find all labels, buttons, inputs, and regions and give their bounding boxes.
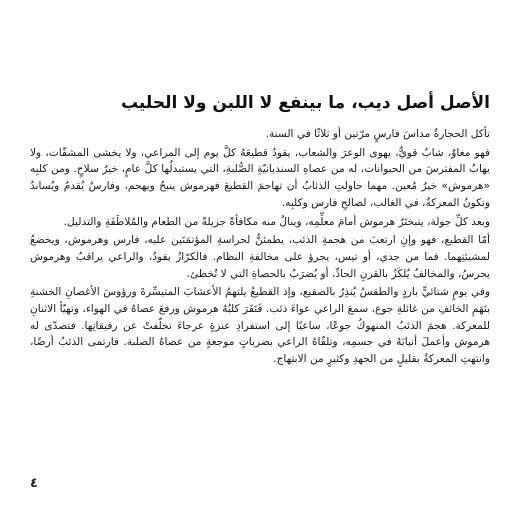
body-text: [30, 126, 490, 370]
paragraph: وبعد كلِّ جولة، يتبختَرُ هرموش أمامَ معلِّمِه، وينالُ منه مكافأةً جزيلةً من الطعام والمُلاطَفَةِ والتدليل.: [63, 215, 490, 228]
paragraph: فهو مغاوٌ، شابٌ قويٌّ، يهوى الوعرَ والشعاب، يقودُ قطيعَهُ كلَّ يوم إلى المراعي، ولا يخشى المشقّات، ولا يهابُ المفترسَ من الحيوانات، له من عصاهِ السنديانيّةِ الصُّلبةِ، التي يستبدلُها كلَّ عامٍ، خيرُ سلاحٍ. ومن كلبِه «هرموش» خيرُ مُعين. مهما حاولتِ الذئابُ أن تهاجمَ القطيعَ فهرموش ينبحُ ويهجم، وفارسٌ يُقدمُ ويُساندُ وتكونُ المعركةُ، في الغالب، لصالحِ فارس وكلبِه.: [30, 146, 490, 209]
page-title: الأصل أصل ديب، ما بينفع لا اللبن ولا الحليب: [120, 93, 490, 113]
paragraph: تأكل الحجارةُ مداسَ فارسٍ مرّتين أو ثلاثًا في السنة.: [265, 128, 490, 140]
paragraph: وفي يومٍ شتائيٍّ باردٍ والطقسُ يُنذِرُ بالصقيع، وإذ القطيعُ يلتهمُ الأعشابَ المتيسِّرةَ ورؤوسَ الأغصانِ الخشنةِ بنَهَمِ الخائفِ من غائلةِ جوع، سمعَ الراعي عواءَ ذئب. فَنَفَرَ كلبُهُ هرموش ورفعَ عصاهُ في الهواء، وتهيّأ الاثنانِ للمعركة. هجمَ الذئبُ المنهوكُ جوعًا، ساعيًا إلى استفرادِ عنزةٍ عرجاءَ تخلّفتْ عن رفيقاتِها. فتصدّى له هرموش وأعملَ أنيابَهُ في جسمِه، وتلقّاهُ الراعي بضرباتٍ موجعةٍ من عصاهُ الصلبة. فارتمى الذئبُ أرضًا، وانتهتِ المعركةُ بقليلٍ من الجهدِ وكثيرٍ من الابتهاج.: [30, 286, 490, 366]
page-number: ٤: [30, 476, 38, 491]
paragraph: أمّا القطيع، فهو وإنِ ارتعبَ من هجمةِ الذئب، يطمئنُّ لحراسةِ المؤتمَنَين عليه، فارس وهرموش، ويخضعُ لمشيئتِهما. فما من جدي، أو تيس، يجرؤ على مخالفةِ النظام. فالكرّازُ يقودُ، والراعي يراقبُ وهرموش يحرسُ، والمخالفُ يُلكَزُ بالقرنِ الحادِّ، أو يُضرَبُ بالحصاةِ التي لا تُخطئ.: [30, 234, 490, 280]
